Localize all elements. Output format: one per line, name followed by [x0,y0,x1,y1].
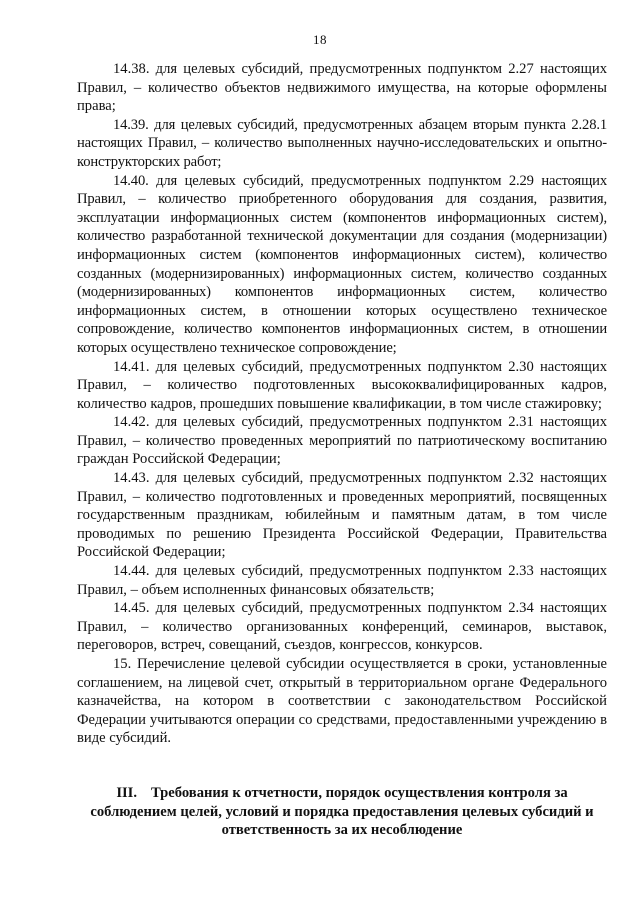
paragraph-14-43: 14.43. для целевых субсидий, предусмотренных подпунктом 2.32 настоящих Правил, – количество подготовленных и проведенных мероприятий, посвященных государственным праздникам, юбилейным и памятным датам, в том числе проводимых по решению Президента Российской Федерации, Правительства Российской Федерации; [77,470,607,561]
paragraph-14-39: 14.39. для целевых субсидий, предусмотренных абзацем вторым пункта 2.28.1 настоящих Правил, – количество выполненных научно-исследовательских и опытно-конструкторских работ; [77,116,607,170]
paragraph-14-40: 14.40. для целевых субсидий, предусмотренных подпунктом 2.29 настоящих Правил, – количество приобретенного оборудования для создания, развития, эксплуатации информационных систем (компонентов информационных систем), количество разработанной технической документации для создания (модернизации) информационных систем (компонентов информационных систем), количество созданных (модернизированных) информационных систем, количество созданных (модернизированных) компонентов информационных систем, количество информационных систем, в отношении которых осуществлено техническое сопровождение, количество компонентов информационных систем, в отношении которых осуществлено техническое сопровождение; [77,172,607,356]
section-heading [77,784,607,840]
document-body [77,60,607,840]
paragraph-14-45: 14.45. для целевых субсидий, предусмотренных подпунктом 2.34 настоящих Правил, – количество организованных конференций, семинаров, выставок, переговоров, встреч, совещаний, съездов, конгрессов, конкурсов. [77,600,607,654]
section-title: Требования к отчетности, порядок осуществления контроля за соблюдением целей, условий и порядка предоставления целевых субсидий и ответственность за их несоблюдение [90,784,594,839]
paragraph-14-38: 14.38. для целевых субсидий, предусмотренных подпунктом 2.27 настоящих Правил, – количество объектов недвижимого имущества, на которые оформлены права; [77,61,607,115]
paragraph-14-44: 14.44. для целевых субсидий, предусмотренных подпунктом 2.33 настоящих Правил, – объем исполненных финансовых обязательств; [77,563,607,598]
paragraph-15: 15. Перечисление целевой субсидии осуществляется в сроки, установленные соглашением, на лицевой счет, открытый в территориальном органе Федерального казначейства, на котором в соответствии с законодательством Российской Федерации учитываются операции со средствами, предоставленными учреждению в виде субсидий. [77,656,607,747]
paragraph-14-42: 14.42. для целевых субсидий, предусмотренных подпунктом 2.31 настоящих Правил, – количество проведенных мероприятий по патриотическому воспитанию граждан Российской Федерации; [77,414,607,468]
paragraph-14-41: 14.41. для целевых субсидий, предусмотренных подпунктом 2.30 настоящих Правил, – количество подготовленных высококвалифицированных кадров, количество кадров, прошедших повышение квалификации, в том числе стажировку; [77,358,607,412]
page-number: 18 [313,32,327,47]
section-numeral: III. [116,784,137,801]
